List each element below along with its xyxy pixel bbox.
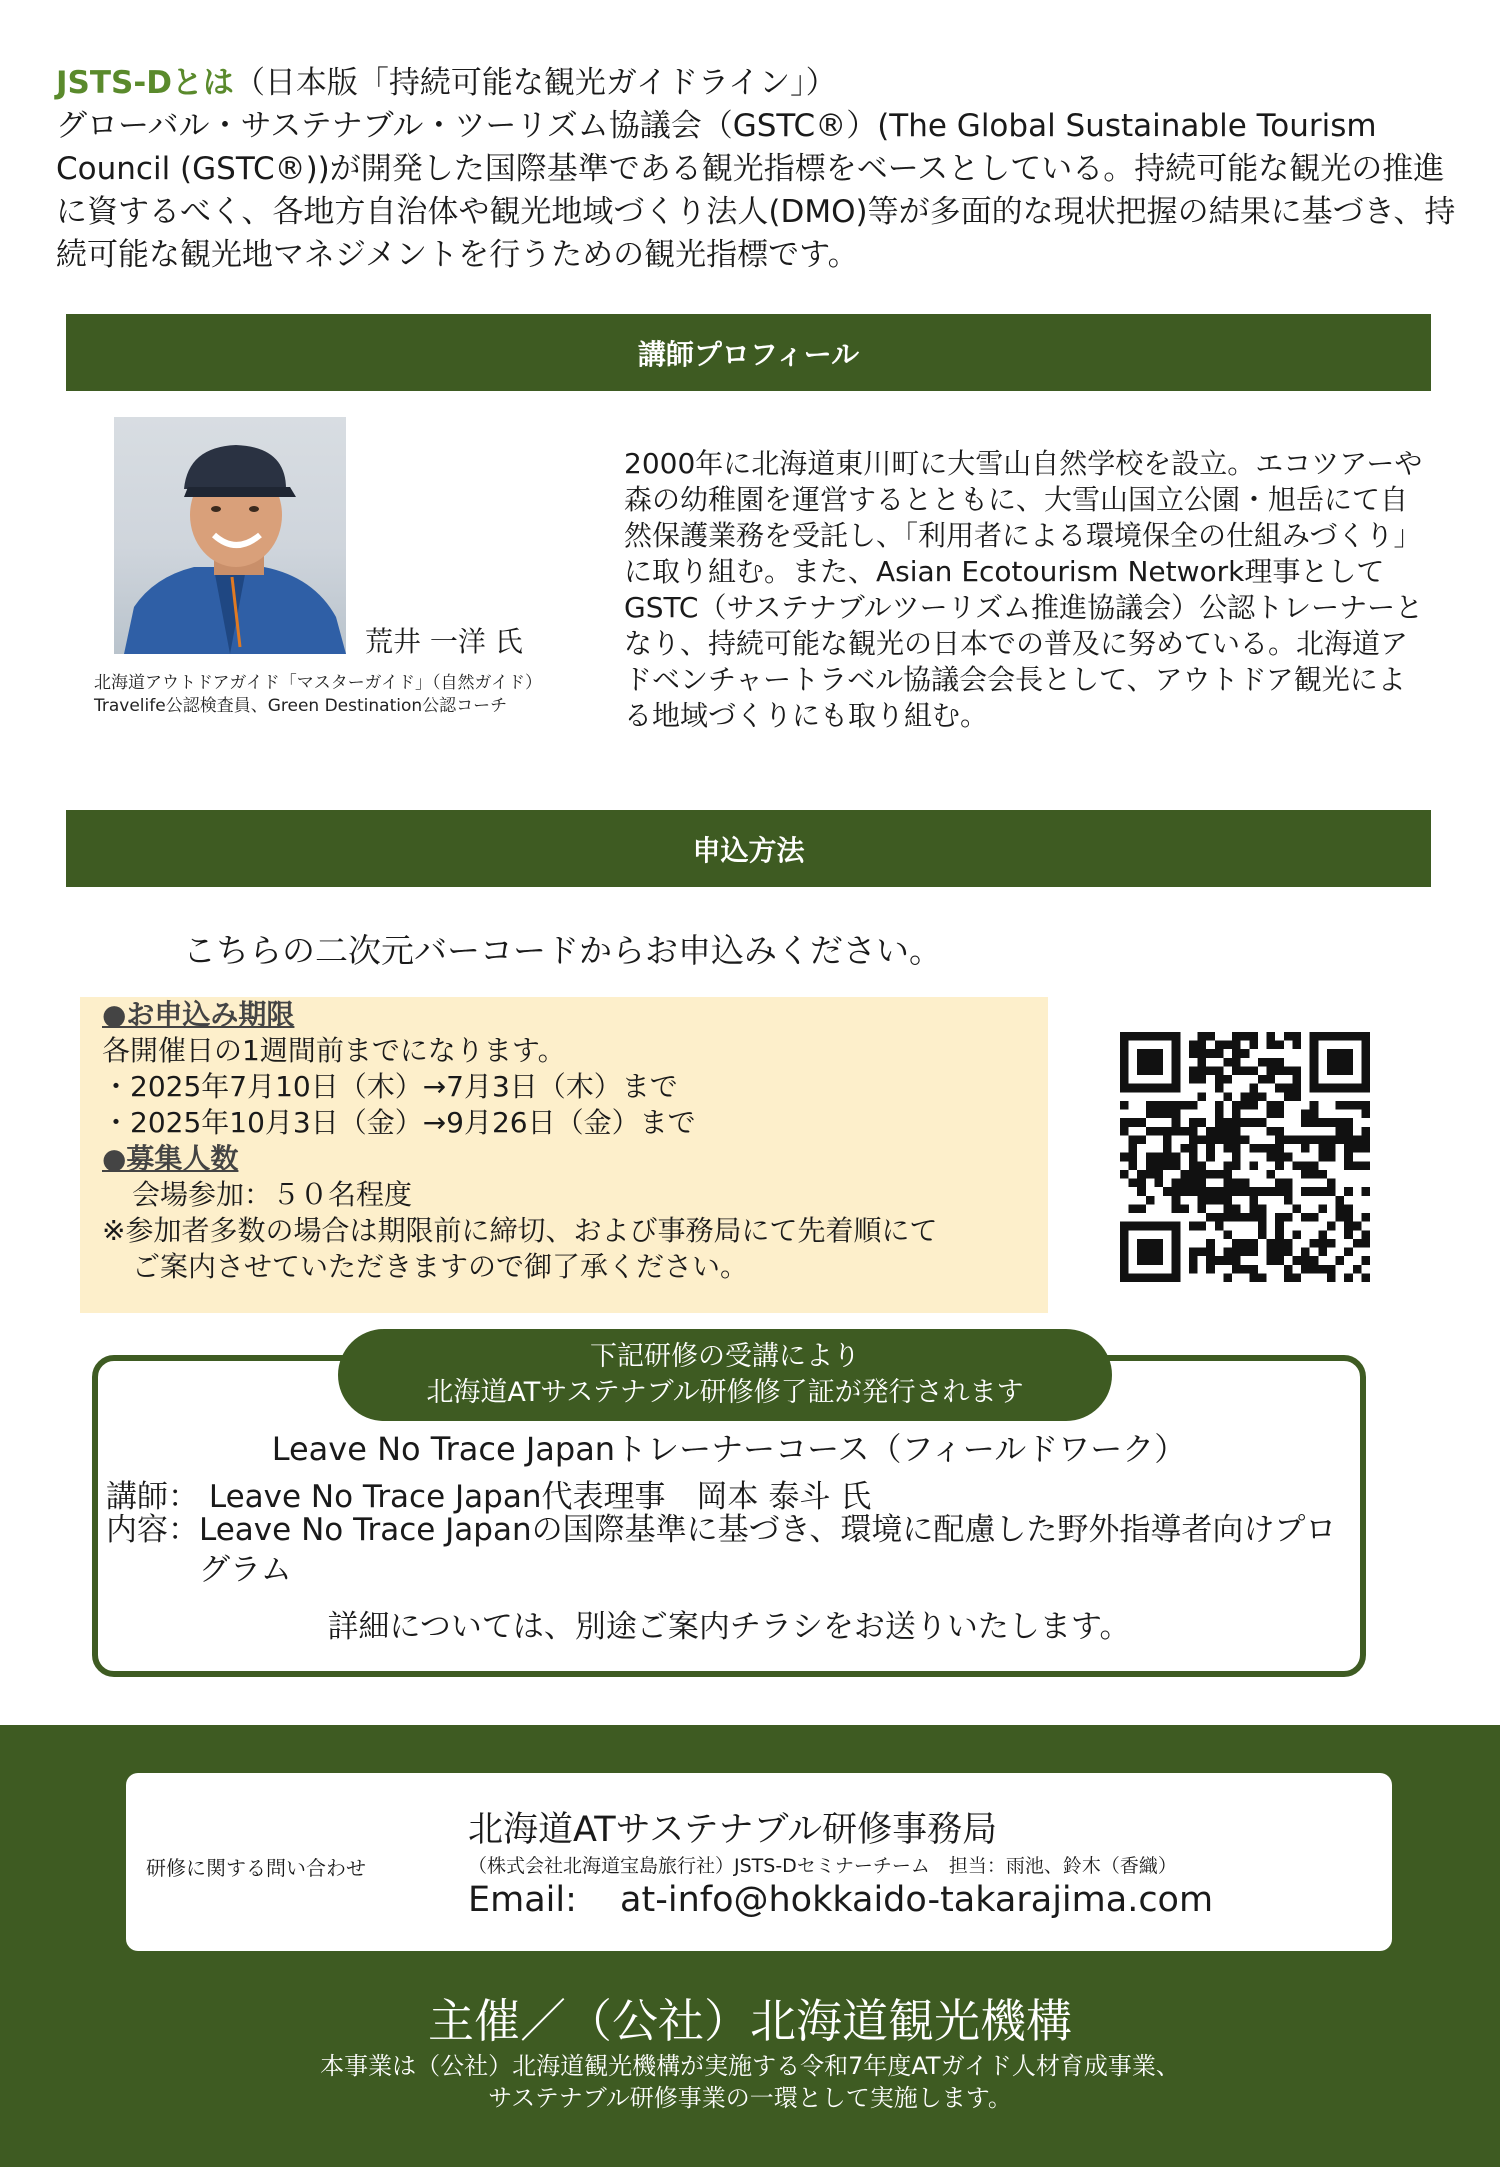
certificate-line: 下記研修の受講により <box>590 1341 860 1372</box>
capacity-heading: ●募集人数 <box>102 1142 239 1175</box>
email-label: Email: <box>468 1880 577 1920</box>
certificate-line: 北海道ATサステナブル研修修了証が発行されます <box>426 1377 1024 1408</box>
intro-heading <box>56 62 1456 105</box>
intro-brand-suffix: （日本版「持続可能な観光ガイドライン」） <box>233 65 837 101</box>
deadline-item: ・2025年10月3日（金）→9月26日（金）まで <box>102 1106 696 1139</box>
office-name: 北海道ATサステナブル研修事務局 <box>468 1810 998 1850</box>
office-subtitle: （株式会社北海道宝島旅行社）JSTS-Dセミナーチーム 担当：雨池、鈴木（香織） <box>468 1855 1177 1877</box>
deadline-item: ・2025年7月10日（木）→7月3日（木）まで <box>102 1070 678 1103</box>
instructor-label: 講師： <box>106 1479 199 1515</box>
footer-note-line: サステナブル研修事業の一環として実施します。 <box>488 2084 1012 2112</box>
footer-note <box>0 2050 1500 2114</box>
intro-body: グローバル・サステナブル・ツーリズム協議会（GSTC®）(The Global Sustainable Tourism Council (GSTC®))が開発した国際基準である観光指標をベースとしている。持続可能な観光の推進に資するべく、各地方自治体や観光地域づくり法人(DMO)等が多面的な現状把握の結果に基づき、持続可能な観光地マネジメントを行うための観光指標です。 <box>56 108 1456 273</box>
course-title: Leave No Trace Japanトレーナーコース（フィールドワーク） <box>271 1430 1187 1468</box>
course-content <box>106 1510 1366 1590</box>
credential-line: Travelife公認検査員、Green Destination公認コーチ <box>94 696 508 716</box>
capacity-text: 会場参加：５０名程度 <box>132 1178 413 1211</box>
course-details: 詳細については、別途ご案内チラシをお送りいたします。 <box>327 1609 1131 1645</box>
deadline-text: 各開催日の1週間前までになります。 <box>102 1034 566 1067</box>
certificate-banner <box>338 1329 1112 1421</box>
speaker-credentials <box>94 672 542 718</box>
note-line: ご案内させていただきますので御了承ください。 <box>132 1250 749 1283</box>
footer-note-line: 本事業は（公社）北海道観光機構が実施する令和7年度ATガイド人材育成事業、 <box>320 2052 1180 2080</box>
organizer: 主催／（公社）北海道観光機構 <box>428 1994 1072 2048</box>
application-section-header: 申込方法 <box>66 810 1431 887</box>
credential-line: 北海道アウトドアガイド「マスターガイド」（自然ガイド） <box>94 673 542 693</box>
instructor-value: Leave No Trace Japan代表理事 岡本 泰斗 氏 <box>208 1479 872 1515</box>
deadline-box <box>80 997 1048 1313</box>
note-line: ※参加者多数の場合は期限前に締切、および事務局にて先着順にて <box>102 1214 938 1247</box>
speaker-photo <box>114 417 346 654</box>
email-address[interactable]: at-info@hokkaido-takarajima.com <box>620 1880 1214 1920</box>
deadline-heading: ●お申込み期限 <box>102 998 295 1031</box>
speaker-bio: 2000年に北海道東川町に大雪山自然学校を設立。エコツアーや森の幼稚園を運営するとともに、大雪山国立公園・旭岳にて自然保護業務を受託し、「利用者による環境保全の仕組みづくり」に取り組む。また、Asian Ecotourism Network理事としてGSTC（サステナブルツーリズム推進協議会）公認トレーナーとなり、持続可能な観光の日本での普及に努めている。北海道アドベンチャートラベル協議会会長として、アウトドア観光による地域づくりにも取り組む。 <box>624 447 1424 732</box>
speaker-name: 荒井 一洋 氏 <box>365 625 523 658</box>
profile-section-header: 講師プロフィール <box>66 314 1431 391</box>
contact-label: 研修に関する問い合わせ <box>146 1856 366 1880</box>
contact-email <box>468 1880 1213 1920</box>
apply-instruction: こちらの二次元バーコードからお申込みください。 <box>183 931 942 970</box>
content-label: 内容： <box>106 1512 199 1548</box>
intro-section <box>56 62 1456 277</box>
qr-code[interactable] <box>1120 1032 1370 1282</box>
intro-brand: JSTS-Dとは <box>56 65 234 101</box>
content-value: Leave No Trace Japanの国際基準に基づき、環境に配慮した野外指導者向けプログラム <box>199 1512 1337 1588</box>
